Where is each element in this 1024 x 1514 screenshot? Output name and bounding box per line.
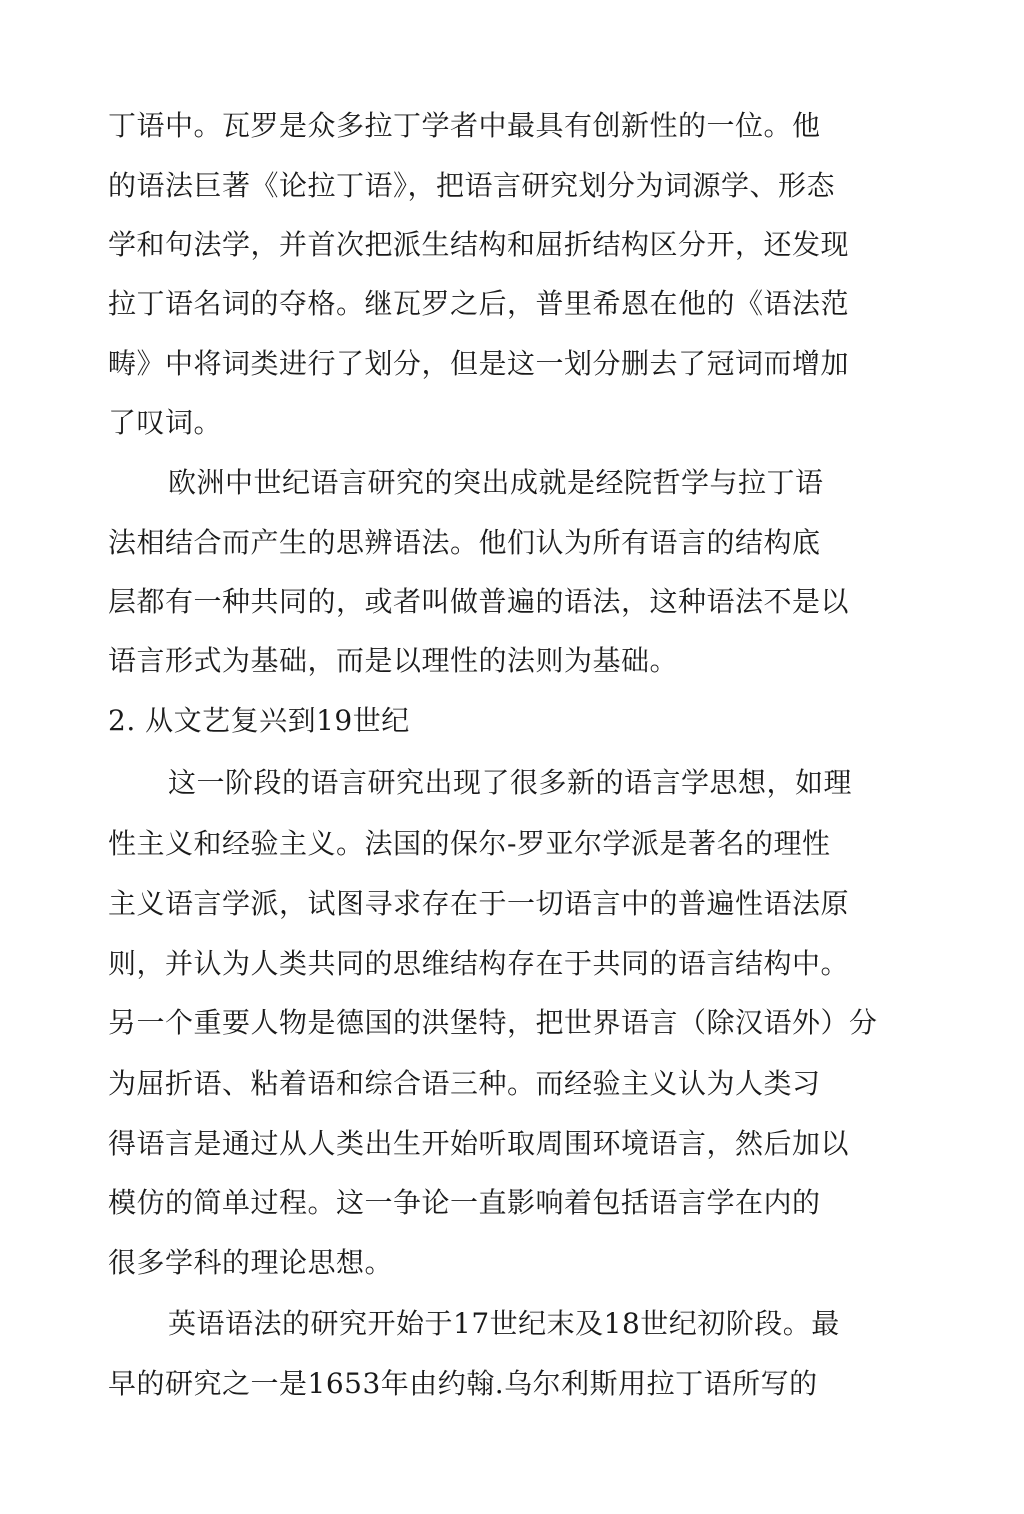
text-line: 的语法巨著《论拉丁语》，把语言研究划分为词源学、形态 [108, 169, 836, 202]
text-line: 另一个重要人物是德国的洪堡特，把世界语言（除汉语外）分 [108, 1006, 878, 1039]
text-line: 语言形式为基础，而是以理性的法则为基础。 [108, 644, 679, 677]
text-line: 得语言是通过从人类出生开始听取周围环境语言，然后加以 [108, 1127, 850, 1160]
text-line: 为屈折语、粘着语和综合语三种。而经验主义认为人类习 [108, 1067, 821, 1100]
text-line: 很多学科的理论思想。 [108, 1246, 394, 1279]
text-line: 了叹词。 [108, 406, 223, 439]
text-line: 丁语中。瓦罗是众多拉丁学者中最具有创新性的一位。他 [108, 109, 821, 142]
text-line: 畴》中将词类进行了划分，但是这一划分删去了冠词而增加 [108, 347, 850, 380]
paragraph-first-line: 欧洲中世纪语言研究的突出成就是经院哲学与拉丁语 [168, 466, 824, 499]
text-line: 拉丁语名词的夺格。继瓦罗之后，普里希恩在他的《语法范 [108, 287, 850, 320]
text-line: 性主义和经验主义。法国的保尔-罗亚尔学派是著名的理性 [108, 827, 831, 860]
text-line: 层都有一种共同的，或者叫做普遍的语法，这种语法不是以 [108, 585, 850, 618]
text-line: 学和句法学，并首次把派生结构和屈折结构区分开，还发现 [108, 228, 850, 261]
paragraph-first-line: 这一阶段的语言研究出现了很多新的语言学思想，如理 [168, 766, 853, 799]
text-line: 主义语言学派，试图寻求存在于一切语言中的普遍性语法原 [108, 887, 850, 920]
text-line: 法相结合而产生的思辨语法。他们认为所有语言的结构底 [108, 526, 821, 559]
text-line: 早的研究之一是1653年由约翰.乌尔利斯用拉丁语所写的 [108, 1367, 818, 1400]
section-heading: 2. 从文艺复兴到19世纪 [108, 704, 410, 737]
text-line: 模仿的简单过程。这一争论一直影响着包括语言学在内的 [108, 1186, 821, 1219]
paragraph-first-line: 英语语法的研究开始于17世纪末及18世纪初阶段。最 [168, 1307, 840, 1340]
text-line: 则，并认为人类共同的思维结构存在于共同的语言结构中。 [108, 947, 850, 980]
